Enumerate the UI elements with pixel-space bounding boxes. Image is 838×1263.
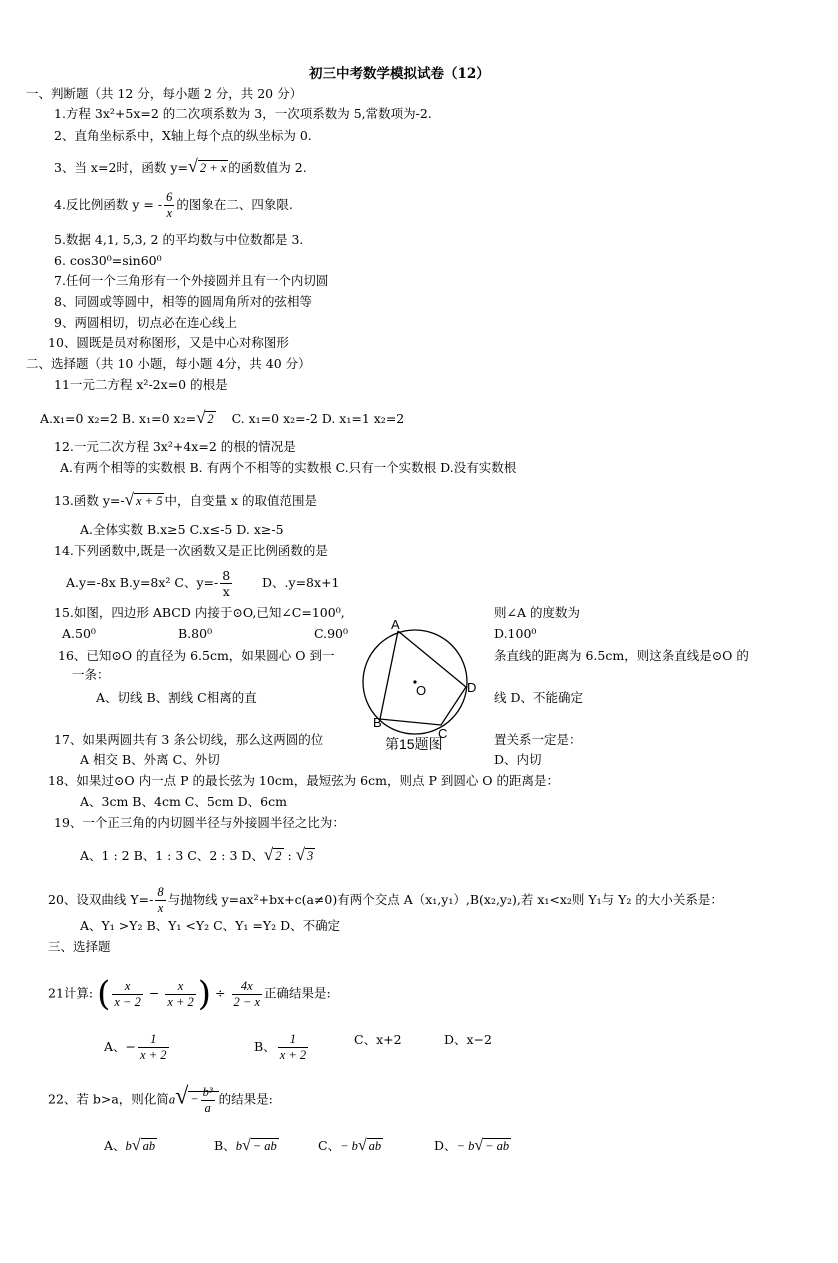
option-b: B.80⁰ bbox=[178, 626, 213, 641]
option-d: D.100⁰ bbox=[494, 626, 537, 641]
question-13: 13.函数 y=-√ x + 5 中，自变量 x 的取值范围是 bbox=[54, 490, 317, 509]
question-20: 20、设双曲线 Y=- $\frac{8}{x}$ 与抛物线 y=ax²+bx+c(a≠0)有两个交点 A（x₁,y₁）,B(x₂,y₂),若 x₁<x₂则 Y₁与 Y₂ 的大小关系是： bbox=[48, 885, 723, 915]
question-22-option-b: B、b√ − ab bbox=[214, 1137, 277, 1154]
question-17-cont: 置关系一定是： bbox=[494, 732, 582, 747]
question-21: 21计算: ( $\frac{x}{x - 2}$ − $\frac{x}{x + 2}$ ) ÷ $\frac{4x}{2 - x}$ 正确结果是: bbox=[48, 974, 331, 1014]
question-18-options: A、3cm B、4cm C、5cm D、6cm bbox=[80, 794, 287, 809]
question-3: 3、当 x=2时，函数 y=√ 2 + x 的函数值为 2. bbox=[54, 156, 307, 176]
question-12: 12.一元二次方程 3x²+4x=2 的根的情况是 bbox=[54, 439, 296, 454]
question-20-options: A、Y₁ >Y₂ B、Y₁ <Y₂ C、Y₁ =Y₂ D、不确定 bbox=[80, 918, 341, 933]
label-d: D bbox=[467, 680, 477, 695]
question-21-option-a: A、− $\frac{1}{x + 2}$ bbox=[104, 1032, 167, 1062]
question-17-options: A 相交 B、外离 C、外切 bbox=[80, 752, 220, 767]
question-10: 10、圆既是员对称图形，又是中心对称图形 bbox=[48, 335, 289, 350]
question-5: 5.数据 4,1, 5,3, 2 的平均数与中位数都是 3. bbox=[54, 232, 304, 247]
question-17-options-cont: D、内切 bbox=[494, 752, 542, 767]
question-18: 18、如果过⊙O 内一点 P 的最长弦为 10cm，最短弦为 6cm，则点 P 到圆心 O 的距离是： bbox=[48, 773, 560, 788]
question-11: 11一元二方程 x²-2x=0 的根是 bbox=[54, 377, 228, 392]
question-9: 9、两圆相切，切点必在连心线上 bbox=[54, 315, 237, 330]
option-a: A.50⁰ bbox=[62, 626, 96, 641]
question-15: 15.如图，四边形 ABCD 内接于⊙O,已知∠C=100⁰, bbox=[54, 605, 345, 620]
question-12-options: A.有两个相等的实数根 B. 有两个不相等的实数根 C.只有一个实数根 D.没有实数根 bbox=[60, 460, 517, 475]
figure-caption: 第15题图 bbox=[385, 736, 443, 752]
question-21-option-d: D、x−2 bbox=[444, 1032, 492, 1047]
page-title: 初三中考数学模拟试卷（12） bbox=[309, 66, 490, 82]
question-16-cont: 条直线的距离为 6.5cm，则这条直线是⊙O 的 bbox=[494, 648, 749, 663]
question-1: 1.方程 3x²+5x=2 的二次项系数为 3，一次项系数为 5,常数项为-2. bbox=[54, 106, 432, 121]
question-22-option-a: A、b√ ab bbox=[104, 1137, 156, 1154]
label-o: O bbox=[416, 683, 427, 698]
question-4: 4.反比例函数 y = - $\frac{6}{x}$ 的图象在二、四象限. bbox=[54, 190, 293, 220]
question-2: 2、直角坐标系中，X轴上每个点的纵坐标为 0. bbox=[54, 128, 312, 143]
question-11-options: A.x₁=0 x₂=2 B. x₁=0 x₂=√ 2 C. x₁=0 x₂=-2 D. x₁=1 x₂=2 bbox=[40, 408, 405, 427]
section-heading: 二、选择题（共 10 小题，每小题 4分，共 40 分） bbox=[26, 356, 311, 371]
question-17: 17、如果两圆共有 3 条公切线，那么这两圆的位 bbox=[54, 732, 324, 747]
question-8: 8、同圆或等圆中，相等的圆周角所对的弦相等 bbox=[54, 294, 312, 309]
question-14: 14.下列函数中,既是一次函数又是正比例函数的是 bbox=[54, 543, 328, 558]
circle-figure bbox=[358, 615, 483, 755]
question-7: 7.任何一个三角形有一个外接圆并且有一个内切圆 bbox=[54, 273, 329, 288]
section-heading: 三、选择题 bbox=[48, 939, 111, 954]
question-19: 19、一个正三角的内切圆半径与外接圆半径之比为： bbox=[54, 815, 345, 830]
question-16-options-cont: 线 D、不能确定 bbox=[494, 690, 583, 705]
question-6: 6. cos30⁰=sin60⁰ bbox=[54, 253, 162, 268]
question-13-options: A.全体实数 B.x≥5 C.x≤-5 D. x≥-5 bbox=[80, 522, 284, 537]
question-22-option-d: D、− b√ − ab bbox=[434, 1137, 510, 1154]
question-22: 22、若 b>a，则化简a√ − $\frac{\text{b³}}{a}$ 的结果是: bbox=[48, 1083, 273, 1115]
question-16-options: A、切线 B、割线 C相离的直 bbox=[96, 690, 257, 705]
label-a: A bbox=[391, 617, 400, 632]
question-19-options: A、1 : 2 B、1 : 3 C、2 : 3 D、√ 2 : √ 3 bbox=[80, 845, 314, 864]
question-15-cont: 则∠A 的度数为 bbox=[494, 605, 580, 620]
question-16: 16、已知⊙O 的直径为 6.5cm，如果圆心 O 到一 bbox=[58, 648, 335, 663]
question-14-options: A.y=-8x B.y=8x² C、y=- $\frac{8}{x}$ D、.y=8x+1 bbox=[66, 568, 340, 599]
question-21-option-b: B、 $\frac{1}{x + 2}$ bbox=[254, 1032, 307, 1062]
question-22-option-c: C、− b√ ab bbox=[318, 1137, 382, 1154]
option-c: C.90⁰ bbox=[314, 626, 349, 641]
question-16-cont2: 一条： bbox=[72, 667, 110, 682]
label-b: B bbox=[373, 715, 382, 730]
question-21-option-c: C、x+2 bbox=[354, 1032, 402, 1047]
label-c: C bbox=[438, 726, 448, 741]
section-heading: 一、判断题（共 12 分，每小题 2 分，共 20 分） bbox=[26, 86, 303, 101]
